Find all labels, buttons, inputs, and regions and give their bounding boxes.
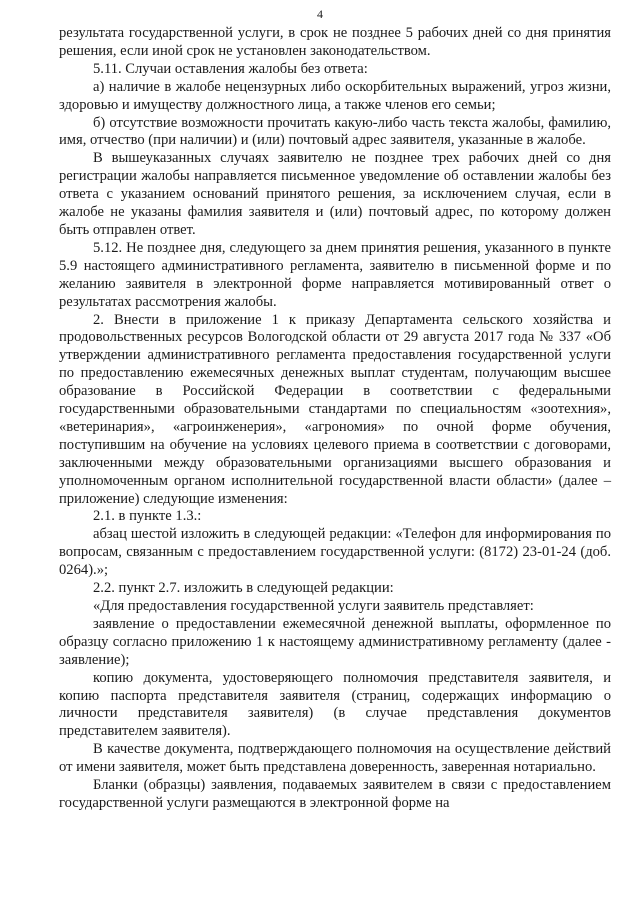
paragraph-continuation: результата государственной услуги, в срок не позднее 5 рабочих дней со дня принятия решения, если иной срок не установлен законодательством. bbox=[59, 25, 611, 59]
paragraph-item-2-2: 2.2. пункт 2.7. изложить в следующей редакции: bbox=[93, 580, 394, 597]
paragraph-5-12: 5.12. Не позднее дня, следующего за днем принятия решения, указанного в пункте 5.9 настоящего административного регламента, заявителю в письменной форме и по желанию заявителя в электронной форме направляется мотивированный ответ о результатах рассмотрения жалобы. bbox=[59, 239, 611, 310]
paragraph-item-2-1: 2.1. в пункте 1.3.: bbox=[93, 508, 202, 525]
paragraph-phone-change: абзац шестой изложить в следующей редакции: «Телефон для информирования по вопросам, связанным с предоставлением государственной услуги: (8172) 23-01-24 (доб. 0264).»; bbox=[59, 526, 611, 579]
paragraph-forms: Бланки (образцы) заявления, подаваемых заявителем в связи с предоставлением государственной услуги размещаются в электронной форме на bbox=[59, 777, 611, 811]
document-body bbox=[59, 25, 611, 813]
paragraph-notification: В вышеуказанных случаях заявителю не позднее трех рабочих дней со дня регистрации жалобы направляется письменное уведомление об оставлении жалобы без ответа с указанием оснований принятого решения, за исключением случая, если в жалобе не указаны фамилия заявителя и (или) почтовый адрес, по которому должен быть отправлен ответ. bbox=[59, 150, 611, 238]
paragraph-document-copy: копию документа, удостоверяющего полномочия представителя заявителя, и копию паспорта представителя заявителя (страниц, содержащих информацию о личности представителя заявителя) (в случае представления документов представителем заявителя). bbox=[59, 669, 611, 740]
paragraph-application: заявление о предоставлении ежемесячной денежной выплаты, оформленное по образцу согласно приложению 1 к настоящему административному регламенту (далее - заявление); bbox=[59, 615, 611, 668]
paragraph-item-2: 2. Внести в приложение 1 к приказу Департамента сельского хозяйства и продовольственных ресурсов Вологодской области от 29 августа 2017 года № 337 «Об утверждении административного регламента предоставления государственной услуги по предоставлению ежемесячных денежных выплат студентам, получающим высшее образование в Российской Федерации в соответствии с федеральными государственными образовательными стандартами по специальностям «зоотехния», «ветеринария», «агроинженерия», «агрономия» по очной форме обучения, поступившим на обучение на условиях целевого приема в соответствии с договорами, заключенными между образовательными организациями высшего образования и уполномоченным органом исполнительной государственной власти области» (далее – приложение) следующие изменения: bbox=[59, 311, 611, 507]
paragraph-5-11-heading: 5.11. Случаи оставления жалобы без ответа: bbox=[93, 60, 368, 77]
page-number: 4 bbox=[317, 7, 323, 21]
paragraph-5-11-b: б) отсутствие возможности прочитать какую-либо часть текста жалобы, фамилию, имя, отчество (при наличии) и (или) почтовый адрес заявителя, указанные в жалобе. bbox=[59, 114, 611, 149]
paragraph-applicant-submits: «Для предоставления государственной услуги заявитель представляет: bbox=[93, 598, 534, 614]
paragraph-power-of-attorney: В качестве документа, подтверждающего полномочия на осуществление действий от имени заявителя, может быть представлена доверенность, заверенная нотариально. bbox=[59, 741, 611, 776]
paragraph-5-11-a: а) наличие в жалобе нецензурных либо оскорбительных выражений, угроз жизни, здоровью и имуществу должностного лица, а также членов его семьи; bbox=[59, 78, 611, 113]
